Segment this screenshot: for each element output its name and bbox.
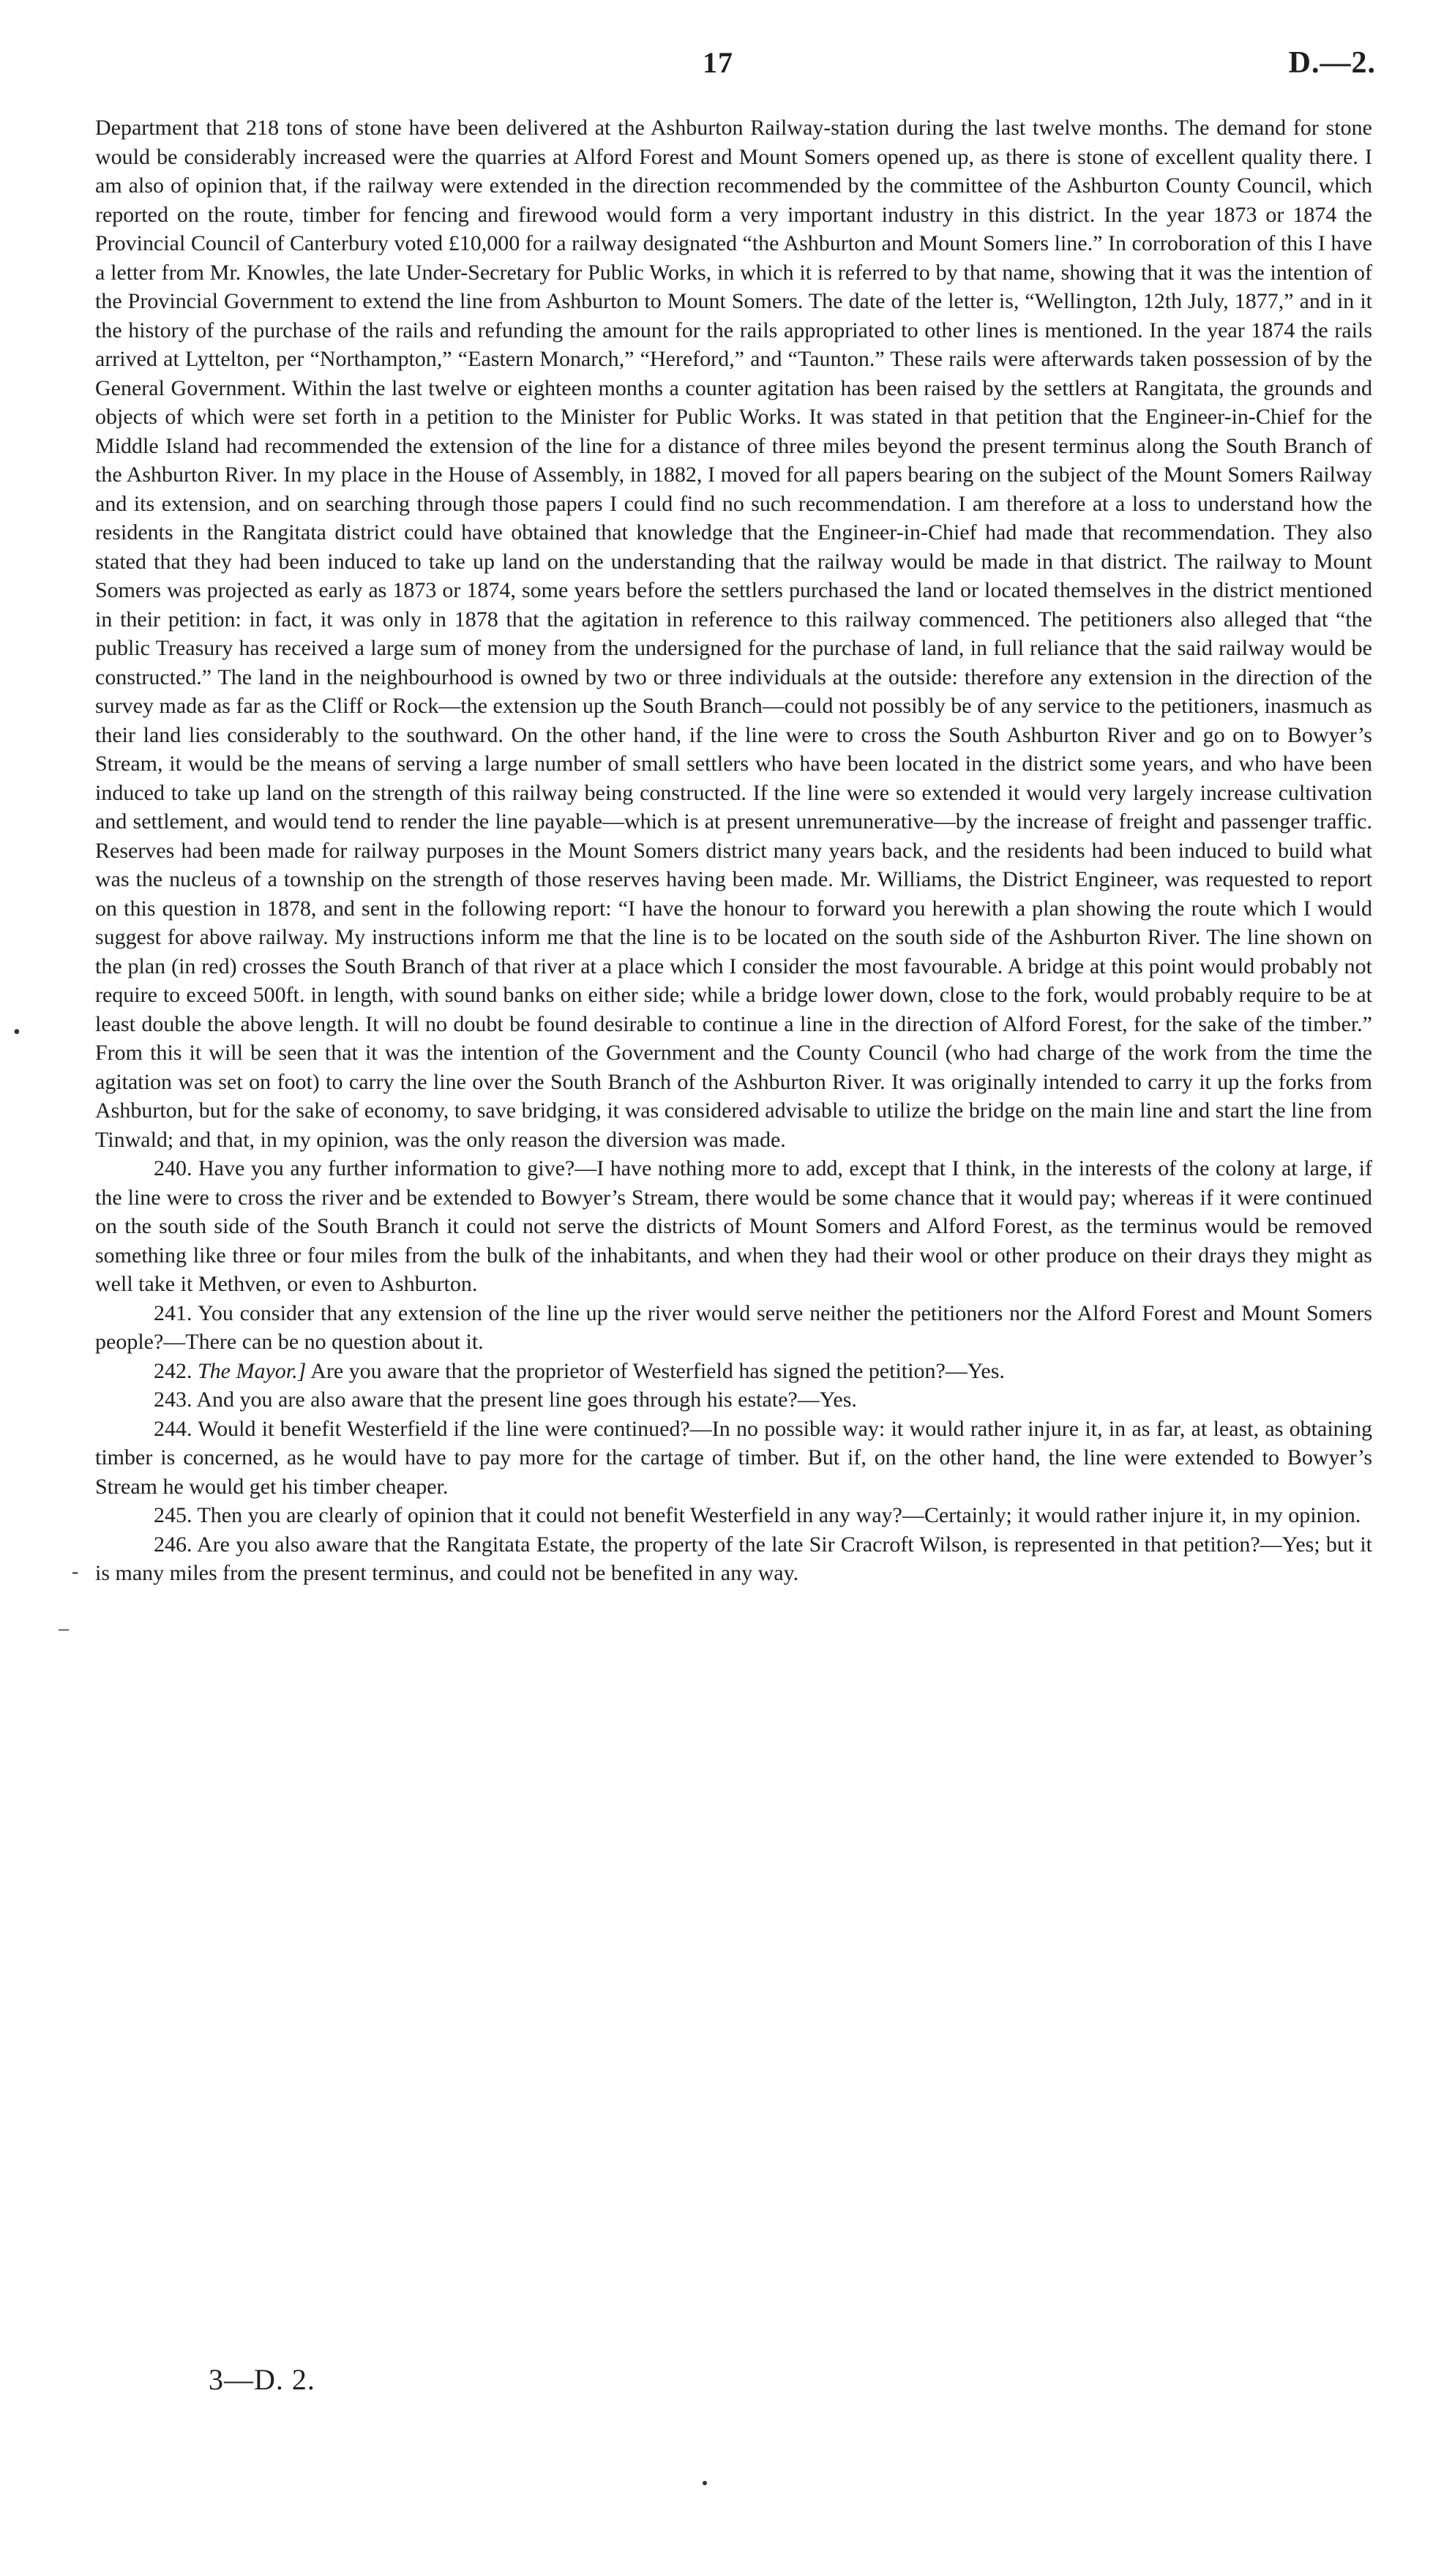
paragraph-question-241: 241. You consider that any extension of the line up the river would serve neither the petitioners nor the Alford Forest and Mount Somers people?—There can be no question about it. bbox=[95, 1300, 1372, 1354]
signature-reference: 3—D. 2. bbox=[209, 2363, 315, 2396]
body-text bbox=[95, 113, 1372, 1588]
paragraph-question-242 bbox=[95, 1357, 1372, 1386]
document-reference: D.—2. bbox=[1288, 46, 1376, 80]
speaker-label: The Mayor.] bbox=[198, 1358, 307, 1383]
page-dot-mark bbox=[703, 2481, 707, 2485]
margin-dash-mark: - bbox=[72, 1560, 79, 1583]
question-number: 242. bbox=[154, 1358, 192, 1383]
margin-dot-mark: • bbox=[13, 1021, 20, 1044]
paragraph-question-246: 246. Are you also aware that the Rangitata Estate, the property of the late Sir Cracroft Wilson, is represented in that petition?—Yes; but it is many miles from the present terminus, and could not be benefited in any way. bbox=[95, 1532, 1372, 1585]
question-text: Are you aware that the proprietor of Westerfield has signed the petition?—Yes. bbox=[310, 1358, 1005, 1383]
paragraph-continuation: Department that 218 tons of stone have been delivered at the Ashburton Railway-station during the last twelve months. The demand for stone would be considerably increased were the quarries at Alford Forest and Mount Somers opened up, as there is stone of excellent quality there. I am also of opinion that, if the railway were extended in the direction recommended by the committee of the Ashburton County Council, which reported on the route, timber for fencing and firewood would form a very important industry in this district. In the year 1873 or 1874 the Provincial Council of Canterbury voted £10,000 for a railway designated “the Ashburton and Mount Somers line.” In corroboration of this I have a letter from Mr. Knowles, the late Under-Secretary for Public Works, in which it is referred to by that name, showing that it was the intention of the Provincial Government to extend the line from Ashburton to Mount Somers. The date of the letter is, “Wellington, 12th July, 1877,” and in it the history of the purchase of the rails and refunding the amount for the rails appropriated to other lines is mentioned. In the year 1874 the rails arrived at Lyttelton, per “Northampton,” “Eastern Monarch,” “Hereford,” and “Taunton.” These rails were afterwards taken possession of by the General Government. Within the last twelve or eighteen months a counter agitation has been raised by the settlers at Rangitata, the grounds and objects of which were set forth in a petition to the Minister for Public Works. It was stated in that petition that the Engineer-in-Chief for the Middle Island had recommended the extension of the line for a distance of three miles beyond the present terminus along the South Branch of the Ashburton River. In my place in the House of Assembly, in 1882, I moved for all papers bearing on the subject of the Mount Somers Railway and its extension, and on searching through those papers I could find no such recommendation. I am therefore at a loss to understand how the residents in the Rangitata district could have obtained that knowledge that the Engineer-in-Chief had made that recommendation. They also stated that they had been induced to take up land on the understanding that the railway would be made in that district. The railway to Mount Somers was projected as early as 1873 or 1874, some years before the settlers purchased the land or located themselves in the district mentioned in their petition: in fact, it was only in 1878 that the agitation in reference to this railway commenced. The petitioners also alleged that “the public Treasury has received a large sum of money from the undersigned for the purchase of land, in full reliance that the said railway would be constructed.” The land in the neighbourhood is owned by two or three individuals at the outside: therefore any extension in the direction of the survey made as far as the Cliff or Rock—the extension up the South Branch—could not possibly be of any service to the petitioners, inasmuch as their land lies considerably to the southward. On the other hand, if the line were to cross the South Ashburton River and go on to Bowyer’s Stream, it would be the means of serving a large number of small settlers who have been located in the district some years, and who have been induced to take up land on the strength of this railway being constructed. If the line were so extended it would very largely increase cultivation and settlement, and would tend to render the line payable—which is at present unremunerative—by the increase of freight and passenger traffic. Reserves had been made for railway purposes in the Mount Somers district many years back, and the residents had been induced to build what was the nucleus of a township on the strength of those reserves having been made. Mr. Williams, the District Engineer, was requested to report on this question in 1878, and sent in the following report: “I have the honour to forward you herewith a plan showing the route which I would suggest for above railway. My instructions inform me that the line is to be located on the south side of the Ashburton River. The line shown on the plan (in red) crosses the South Branch of that river at a place which I consider the most favourable. A bridge at this point would probably not require to exceed 500ft. in length, with sound banks on either side; while a bridge lower down, close to the fork, would probably require to be at least double the above length. It will no doubt be found desirable to continue a line in the direction of Alford Forest, for the sake of the timber.” From this it will be seen that it was the intention of the Government and the County Council (who had charge of the work from the time the agitation was set on foot) to carry the line over the South Branch of the Ashburton River. It was originally intended to carry it up the forks from Ashburton, but for the sake of economy, to save bridging, it was considered advisable to utilize the bridge on the main line and start the line from Tinwald; and that, in my opinion, was the only reason the diversion was made. bbox=[95, 116, 1372, 1152]
margin-dash-mark: – bbox=[59, 1617, 69, 1640]
paragraph-question-243: 243. And you are also aware that the present line goes through his estate?—Yes. bbox=[154, 1388, 857, 1412]
paragraph-question-244: 244. Would it benefit Westerfield if the line were continued?—In no possible way: it would rather injure it, in as far, at least, as obtaining timber is concerned, as he would have to pay more for the cartage of timber. But if, on the other hand, the line were extended to Bowyer’s Stream he would get his timber cheaper. bbox=[95, 1416, 1372, 1499]
page-number: 17 bbox=[703, 46, 733, 79]
page-header bbox=[0, 45, 1452, 89]
paragraph-question-240: 240. Have you any further information to give?—I have nothing more to add, except that I think, in the interests of the colony at large, if the line were to cross the river and be extended to Bowyer’s Stream, there would be some chance that it would pay; whereas if it were continued on the south side of the South Branch it could not serve the districts of Mount Somers and Alford Forest, as the terminus would be removed something like three or four miles from the bulk of the inhabitants, and when they had their wool or other produce on their drays they might as well take it Methven, or even to Ashburton. bbox=[95, 1156, 1372, 1296]
paragraph-question-245: 245. Then you are clearly of opinion that it could not benefit Westerfield in any way?—Certainly; it would rather injure it, in my opinion. bbox=[154, 1503, 1361, 1527]
